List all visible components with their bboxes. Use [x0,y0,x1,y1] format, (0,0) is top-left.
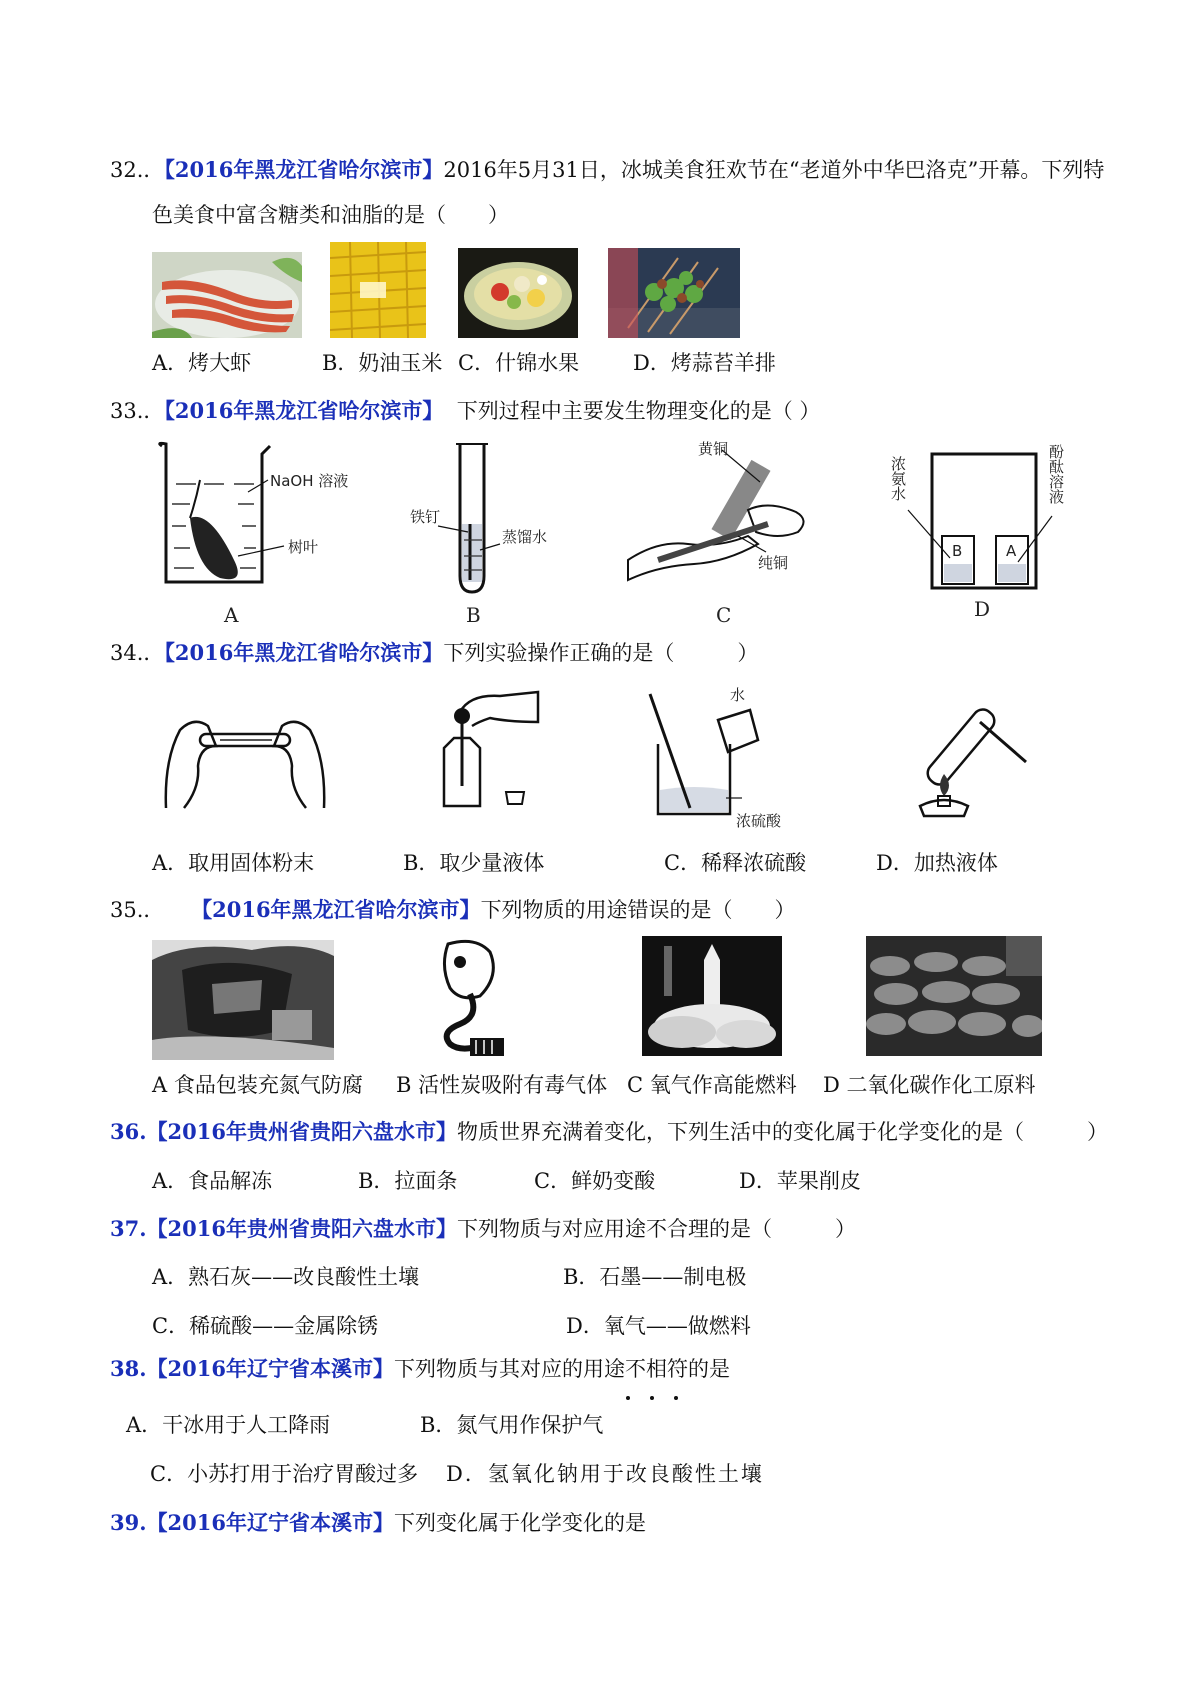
q33-c-copper-label: 纯铜 [758,554,789,572]
q33-letter-b: B [466,603,481,627]
q33-d-phenol-label [1047,444,1065,504]
q35-option-b: B 活性炭吸附有毒气体 [396,1073,608,1097]
q35-image-gas-mask [420,936,516,1060]
svg-text:浓氨水: 浓氨水 [889,456,907,501]
q32-line1 [110,156,1104,184]
q35-number: 35.． [110,898,165,922]
q38-option-d: D．氢氧化钠用于改良酸性土壤 [446,1462,764,1486]
q36-line [110,1118,1108,1146]
q36-source: 【2016年贵州省贵阳六盘水市】 [146,1119,457,1144]
q33-a-leaf-label: 树叶 [288,538,319,556]
q34-acid-label: 浓硫酸 [736,812,782,830]
q33-b-nail-label: 铁钉 [410,508,441,526]
q35-image-rocket [642,936,782,1056]
q33-source: 【2016年黑龙江省哈尔滨市】 [164,398,444,423]
q36-option-c: C．鲜奶变酸 [534,1169,656,1193]
q32-image-lamb [608,248,740,338]
q34-figure-c [646,680,796,830]
q32-option-a: A．烤大虾 [152,351,252,375]
q33-d-ammonia-label [889,456,907,501]
q34-figure-d [900,682,1050,822]
q34-line [110,639,758,667]
q32-line2: 色美食中富含糖类和油脂的是（ ） [152,203,509,227]
q34-option-a: A．取用固体粉末 [152,851,315,875]
q39-line [110,1509,646,1537]
q32-image-corn [330,242,426,338]
q39-number: 39. [110,1510,147,1535]
q33-d-beaker-a: A [1006,542,1017,560]
q32-image-shrimp [152,252,302,338]
q32-option-c: C．什锦水果 [458,351,580,375]
q33-figure-a [150,440,390,630]
q35-image-fertilizer [866,936,1042,1056]
q34-option-b: B．取少量液体 [403,851,545,875]
q33-letter-a: A [224,603,239,627]
q35-source: 【2016年黑龙江省哈尔滨市】 [191,897,481,922]
q33-figure-b [408,440,568,630]
q32-text-line1: 2016年5月31日，冰城美食狂欢节在“老道外中华巴洛克”开幕。下列特 [443,158,1105,182]
q37-option-a: A．熟石灰——改良酸性土壤 [152,1265,420,1289]
q38-number: 38. [110,1356,147,1381]
q33-number: 33.． [110,399,165,423]
q33-figure-d [880,440,1080,630]
q38-source: 【2016年辽宁省本溪市】 [146,1356,394,1381]
q37-option-d: D．氧气——做燃料 [566,1314,751,1338]
q38-option-c: C．小苏打用于治疗胃酸过多 [150,1462,419,1486]
q37-number: 37. [110,1216,147,1241]
q38-option-b: B．氮气用作保护气 [420,1413,604,1437]
q35-line [110,896,796,924]
q34-source: 【2016年黑龙江省哈尔滨市】 [164,640,444,665]
q32-option-b: B．奶油玉米 [322,351,443,375]
q33-a-naoh-label: NaOH 溶液 [270,472,349,490]
q32-source: 【2016年黑龙江省哈尔滨市】 [164,157,444,182]
q33-letter-d: D [974,597,991,621]
q33-figure-c [618,440,828,630]
q33-text: 下列过程中主要发生物理变化的是（ ） [456,399,821,423]
q34-figure-a [160,690,330,810]
q32-image-fruit [458,248,578,338]
q35-option-d: D 二氧化碳作化工原料 [823,1073,1036,1097]
q36-text: 物质世界充满着变化，下列生活中的变化属于化学变化的是（ ） [457,1120,1108,1144]
q34-water-label: 水 [730,686,746,704]
q33-d-beaker-b: B [952,542,963,560]
q35-option-c: C 氧气作高能燃料 [627,1073,797,1097]
q38-option-a: A．干冰用于人工降雨 [126,1413,331,1437]
q34-option-c: C．稀释浓硫酸 [664,851,807,875]
q34-option-d: D．加热液体 [876,851,998,875]
q39-text: 下列变化属于化学变化的是 [394,1511,646,1535]
q33-b-water-label: 蒸馏水 [502,528,548,546]
svg-text:酚酞溶液: 酚酞溶液 [1047,444,1065,504]
q37-option-c: C．稀硫酸——金属除锈 [152,1314,379,1338]
q34-number: 34.． [110,641,165,665]
q39-source: 【2016年辽宁省本溪市】 [146,1510,394,1535]
q35-text: 下列物质的用途错误的是（ ） [480,898,796,922]
q37-source: 【2016年贵州省贵阳六盘水市】 [146,1216,457,1241]
q35-option-a: A 食品包装充氮气防腐 [152,1073,363,1097]
q32-number: 32.． [110,158,165,182]
q36-option-d: D．苹果削皮 [739,1169,861,1193]
q38-emphasis-dots [620,1387,690,1395]
q35-image-food-package [152,940,334,1060]
q36-option-a: A．食品解冻 [152,1169,273,1193]
q38-text: 下列物质与其对应的用途不相符的是 [394,1357,730,1381]
q32-option-d: D．烤蒜苔羊排 [633,351,776,375]
q37-line [110,1215,856,1243]
q34-text: 下列实验操作正确的是（ ） [443,641,759,665]
q36-number: 36. [110,1119,147,1144]
q33-line [110,397,820,425]
q37-text: 下列物质与对应用途不合理的是（ ） [457,1217,856,1241]
q34-figure-b [430,682,550,814]
q36-option-b: B．拉面条 [358,1169,458,1193]
q33-c-brass-label: 黄铜 [698,440,729,458]
q33-letter-c: C [716,603,732,627]
q38-line [110,1355,730,1383]
q37-option-b: B．石墨——制电极 [563,1265,747,1289]
